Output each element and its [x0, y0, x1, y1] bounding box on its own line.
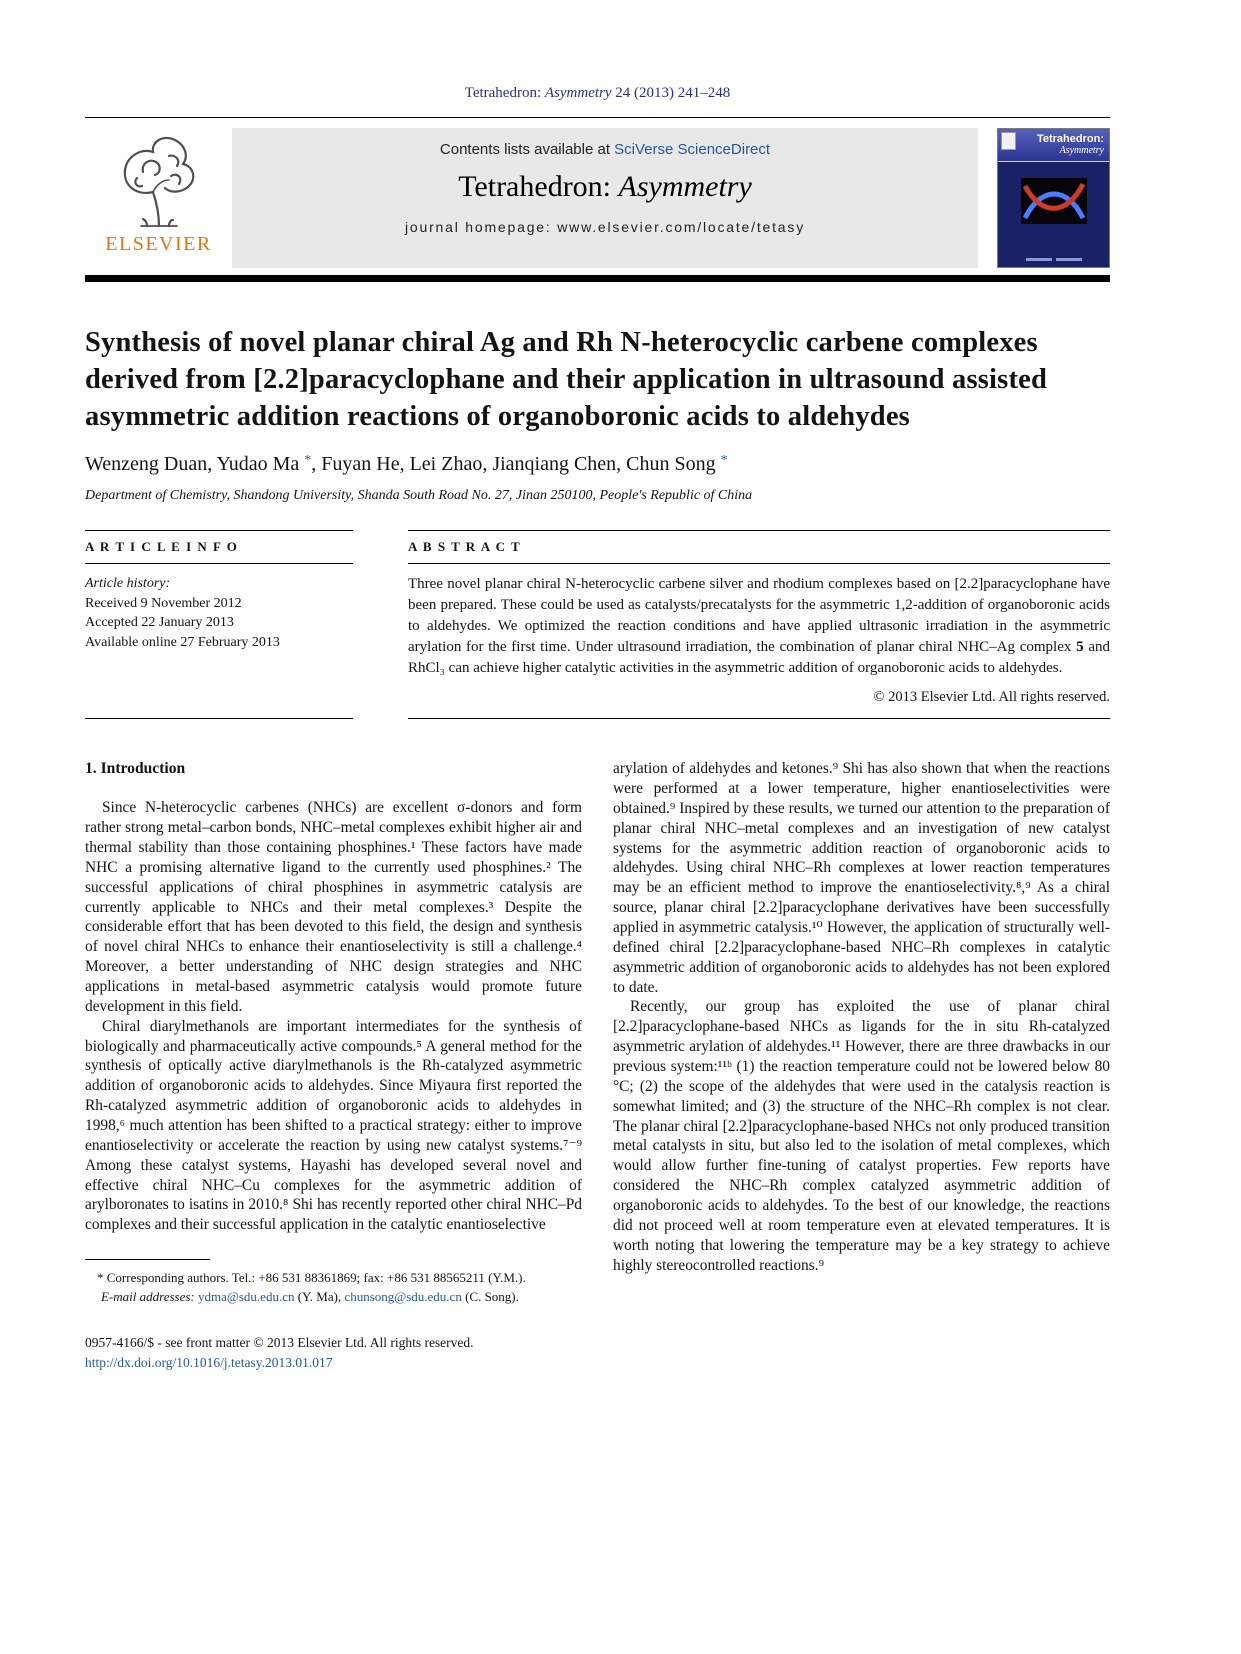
elsevier-tree-icon — [113, 132, 205, 230]
article-info-heading: A R T I C L E I N F O — [85, 530, 353, 564]
section-heading-introduction: 1. Introduction — [85, 760, 186, 778]
email-addresses-note — [85, 1288, 582, 1307]
article-info-column — [85, 530, 353, 719]
footnote-text: Corresponding authors. Tel.: +86 531 88361869; fax: +86 531 88565211 (Y.M.). — [103, 1270, 526, 1286]
cover-elsevier-mini-logo-icon — [1001, 132, 1016, 150]
corresponding-author-asterisk-2[interactable]: * — [720, 453, 728, 469]
corresponding-author-note — [85, 1269, 582, 1288]
abstract-part1: Three novel planar chiral N-heterocyclic carbene silver and rhodium complexes based on [2.2]paracyclophane have been prepared. These could be used as catalysts/precatalysts for the asymmetric 1,2-addition of organoboronic acids to aldehydes. We optimized the reaction conditions and have applied ultrasonic irradiation in the asymmetric arylation for the first time. Under ultrasound irradiation, the combination of planar chiral NHC–Ag complex — [408, 576, 1110, 656]
cover-title-line1: Tetrahedron: — [1036, 133, 1104, 145]
banner-center — [232, 128, 978, 268]
masthead-part2: Asymmetry — [618, 170, 752, 203]
journal-homepage-link[interactable]: journal homepage: www.elsevier.com/locate/tetasy — [404, 219, 805, 235]
citation-volume-pages: 24 (2013) 241–248 — [611, 85, 731, 101]
email-after-text: (C. Song). — [461, 1289, 519, 1304]
page-footer — [85, 1333, 1110, 1374]
corresponding-author-asterisk-1[interactable]: * — [304, 453, 312, 469]
sciencedirect-link[interactable]: SciVerse ScienceDirect — [614, 141, 771, 158]
journal-cover-thumbnail — [997, 128, 1110, 268]
copyright-line: © 2013 Elsevier Ltd. All rights reserved. — [873, 689, 1110, 706]
journal-banner — [85, 128, 1110, 268]
abstract-compound-number: 5 — [1076, 639, 1084, 656]
citation-journal-name-italic: Asymmetry — [544, 85, 612, 101]
article-history-label: Article history: — [85, 576, 171, 592]
email-between-text: (Y. Ma), — [294, 1289, 345, 1304]
article-info-abstract-section — [85, 530, 1110, 719]
email-label: E-mail addresses: — [101, 1289, 199, 1304]
cover-art-image — [998, 178, 1109, 224]
header-thick-rule — [85, 275, 1110, 282]
affiliation-line: Department of Chemistry, Shandong University, Shanda South Road No. 27, Jinan 250100, People's Republic of China — [85, 488, 753, 504]
history-available-online: Available online 27 February 2013 — [85, 634, 280, 650]
history-received: Received 9 November 2012 — [85, 595, 242, 611]
author-names-2: , Fuyan He, Lei Zhao, Jianqiang Chen, Chun Song — [311, 453, 721, 476]
elsevier-wordmark: ELSEVIER — [105, 233, 212, 255]
paragraph: Chiral diarylmethanols are important intermediates for the synthesis of biologically and pharmaceutically active compounds.⁵ A general method for the synthesis of optically active diarylmethanols is the Rh-catalyzed asymmetric addition of organoboronic acids to aldehydes. Since Miyaura first reported the Rh-catalyzed asymmetric addition of organoboronic acids to aldehydes in 1998,⁶ much attention has been shifted to a practical strategy: either to improve enantioselectivity or accelerate the reaction by using new catalyst systems.⁷⁻⁹ Among these catalyst systems, Hayashi has developed several novel and effective chiral NHC–Cu complexes for the asymmetric addition of arylboronates to isatins in 2010.⁸ Shi has recently reported other chiral NHC–Pd complexes and their successful application in the catalytic enantioselective — [85, 1017, 582, 1234]
author-line — [85, 453, 1110, 476]
article-body — [85, 759, 1110, 1307]
footnote-rule — [85, 1259, 210, 1260]
email-link-chunsong[interactable]: chunsong@sdu.edu.cn — [344, 1289, 462, 1304]
abstract-column — [408, 530, 1110, 719]
footnote-asterisk: * — [97, 1270, 104, 1286]
paragraph: arylation of aldehydes and ketones.⁹ Shi has also shown that when the reactions were performed at a lower temperature, higher enantioselectivities were obtained.⁹ Inspired by these results, we turned our attention to the preparation of planar chiral NHC–metal complexes and an investigation of new catalyst systems for the asymmetric addition reaction of organoboronic acids to aldehydes. Using chiral NHC–Rh complexes at lower reaction temperatures may be an efficient method to improve the enantioselectivity.⁸,⁹ As a chiral source, planar chiral [2.2]paracyclophane derivatives have been successfully applied in asymmetric catalysis.¹⁰ However, the application of structurally well-defined chiral [2.2]paracyclophane-based NHC–Rh complexes in catalytic asymmetric addition of organoboronic acids to aldehydes has not been explored to date. — [613, 760, 1110, 996]
masthead-part1: Tetrahedron: — [458, 170, 619, 203]
header-top-rule — [85, 117, 1110, 118]
doi-link[interactable]: http://dx.doi.org/10.1016/j.tetasy.2013.01.017 — [85, 1355, 333, 1371]
issn-copyright-line: 0957-4166/$ - see front matter © 2013 Elsevier Ltd. All rights reserved. — [85, 1334, 474, 1350]
body-column-right — [613, 759, 1110, 1307]
citation-journal-name: Tetrahedron: — [464, 85, 545, 101]
abstract-text — [408, 574, 1110, 679]
footnote-block — [85, 1259, 582, 1307]
citation-line — [85, 84, 1110, 102]
email-link-ydma[interactable]: ydma@sdu.edu.cn — [198, 1289, 295, 1304]
paragraph: Recently, our group has exploited the use of planar chiral [2.2]paracyclophane-based NHCs as ligands for the in situ Rh-catalyzed asymmetric arylation of aldehydes.¹¹ However, there are three drawbacks in our previous system:¹¹ᵇ (1) the reaction temperature could not be lowered below 80 °C; (2) the scope of the aldehydes that were used in the catalysis reaction is somewhat limited; and (3) the structure of the NHC–Rh complex is not clear. The planar chiral [2.2]paracyclophane-based NHCs not only produced transition metal catalysts in situ, but also led to the isolation of metal complexes, which would allow further fine-tuning of catalyst properties. Few reports have considered the NHC–Rh complex catalyzed asymmetric addition of organoboronic acids to aldehydes. To the best of our knowledge, the reactions did not proceed well at room temperature even at elevated temperatures. It is worth noting that lowering the temperature may be a key strategy to achieve highly stereocontrolled reactions.⁹ — [613, 998, 1110, 1274]
journal-masthead — [232, 170, 978, 204]
cover-title-line2: Asymmetry — [1059, 145, 1104, 156]
contents-line — [232, 141, 978, 158]
cover-footer-mark — [998, 258, 1109, 261]
body-column-left — [85, 759, 582, 1307]
paragraph: Since N-heterocyclic carbenes (NHCs) are excellent σ-donors and form rather strong metal–carbon bonds, NHC–metal complexes exhibit higher air and thermal stability than those containing phosphines.¹ These factors have made NHC a promising alternative ligand to the currently used phosphines.² The successful applications of chiral phosphines in asymmetric catalysis are currently applicable to NHCs and their metal complexes.³ Despite the considerable effort that has been devoted to this field, the design and synthesis of novel chiral NHCs to enhance their enantioselectivity is still a challenge.⁴ Moreover, a better understanding of NHC design strategies and NHC applications in metal-based asymmetric catalysis would promote future development in this field. — [85, 799, 582, 1015]
history-accepted: Accepted 22 January 2013 — [85, 615, 234, 631]
author-names-1: Wenzeng Duan, Yudao Ma — [85, 453, 305, 476]
abstract-part2: and RhCl₃ can achieve higher catalytic activities in the asymmetric addition of organoboronic acids to aldehydes. — [408, 639, 1110, 677]
elsevier-logo — [85, 128, 232, 268]
abstract-heading: A B S T R A C T — [408, 530, 1110, 564]
article-title: Synthesis of novel planar chiral Ag and Rh N-heterocyclic carbene complexes derived from [2.2]paracyclophane and their application in ultrasound assisted asymmetric addition reactions of organoboronic acids to aldehydes — [85, 327, 1048, 433]
contents-prefix: Contents lists available at — [439, 141, 615, 158]
